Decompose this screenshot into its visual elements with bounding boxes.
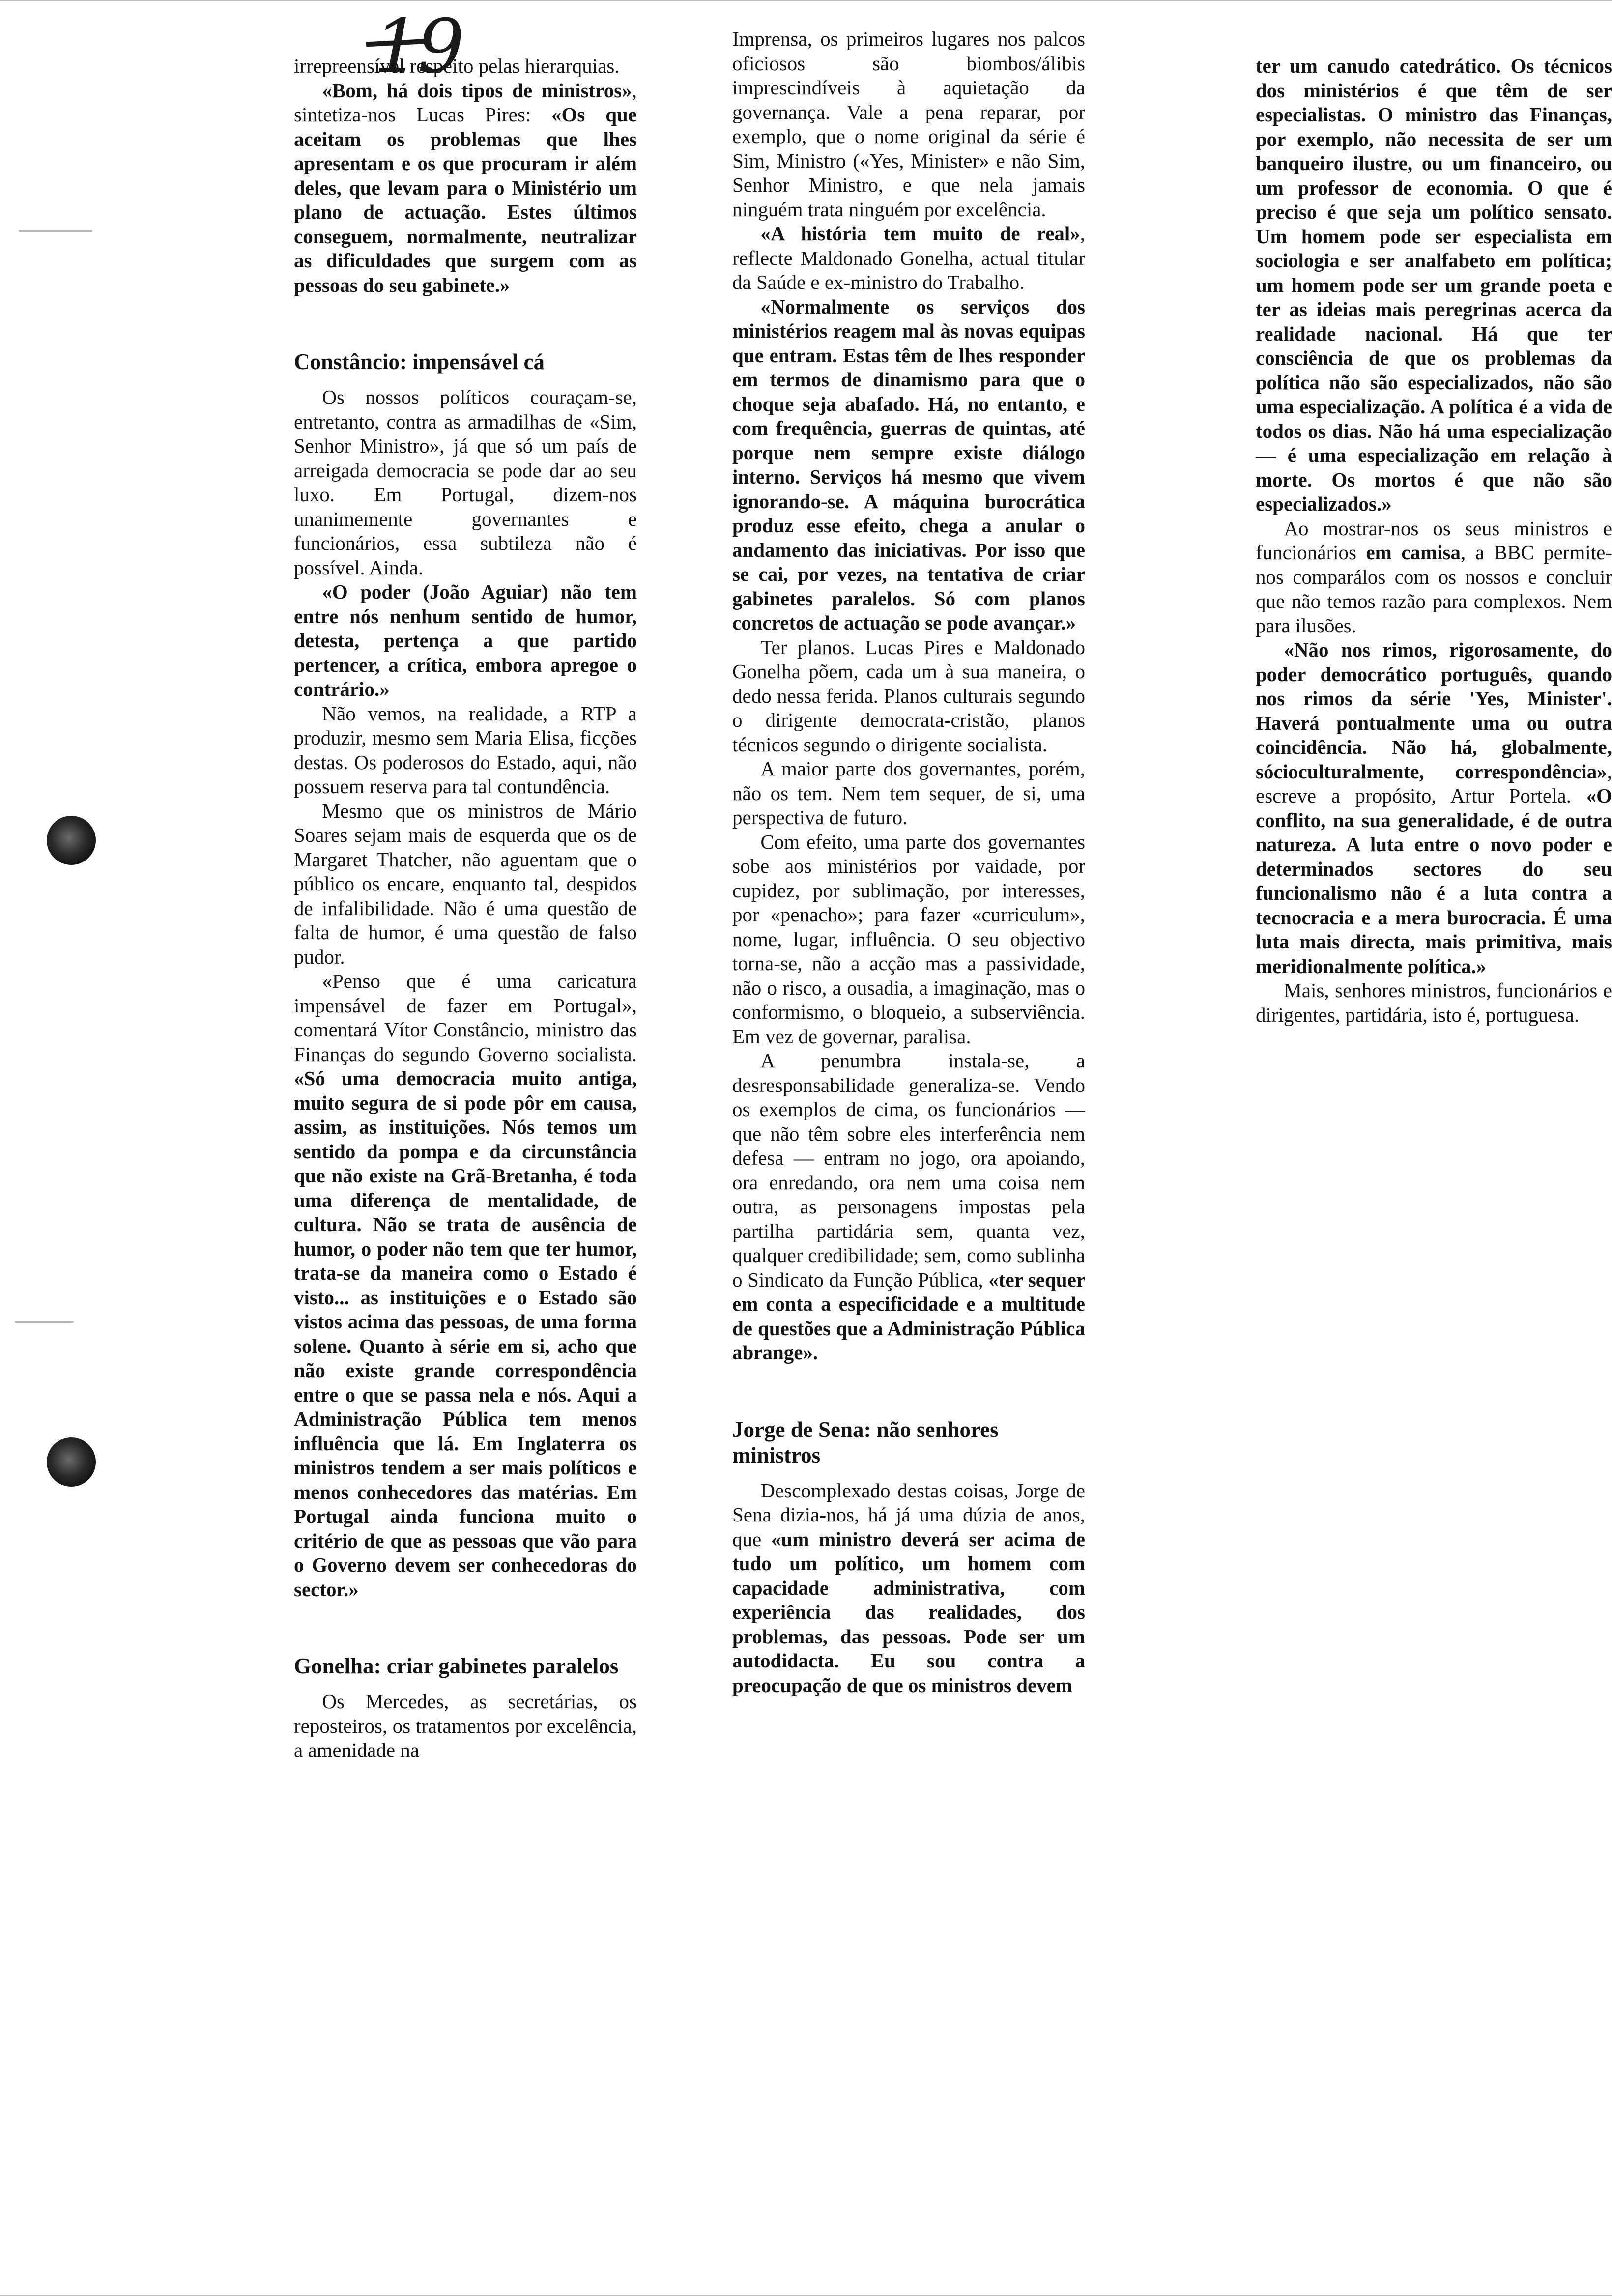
paragraph: Descomplexado destas coisas, Jorge de Sena dizia-nos, há já uma dúzia de anos, que «um ministro deverá ser acima de tudo um político, um homem com capacidade administrativa, com experiência das realidades, dos problemas, das pessoas. Pode ser um autodidacta. Eu sou contra a preocupação de que os ministros devem (732, 1479, 1085, 1696)
article-column-3 (1256, 54, 1612, 1027)
article-column-1 (294, 54, 637, 1763)
paragraph: Imprensa, os primeiros lugares nos palcos oficiosos são biombos/álibis imprescindíveis à aquietação da governança. Vale a pena reparar, por exemplo, que o nome original da série é Sim, Ministro («Yes, Minister» e não Sim, Senhor Ministro, e que nela jamais ninguém trata ninguém por excelência. (732, 28, 1085, 221)
punch-hole (47, 1437, 96, 1487)
paragraph: «Normalmente os serviços dos ministérios reagem mal às novas equipas que entram. Estas têm de lhes responder em termos de dinamismo para que o choque seja abafado. Há, no entanto, e com frequência, guerras de quintas, até porque nem sempre existe diálogo interno. Serviços há mesmo que vivem ignorando-se. A máquina burocrática produz esse efeito, chega a anular o andamento das iniciativas. Por isso que se cai, por vezes, na tentativa de criar gabinetes paralelos. Só com planos concretos de actuação se pode avançar.» (732, 295, 1085, 634)
paragraph: Ter planos. Lucas Pires e Maldonado Gonelha põem, cada um à sua maneira, o dedo nessa ferida. Planos culturais segundo o dirigente democrata-cristão, planos técnicos segundo o dirigente socialista. (732, 635, 1085, 756)
page-number: 19 (374, 4, 461, 89)
paragraph: Mais, senhores ministros, funcionários e dirigentes, partidária, isto é, portuguesa. (1256, 979, 1612, 1026)
paragraph: Não vemos, na realidade, a RTP a produzir, mesmo sem Maria Elisa, ficções destas. Os poderosos do Estado, aqui, não possuem reserva para tal contundência. (294, 702, 637, 798)
paragraph: ter um canudo catedrático. Os técnicos dos ministérios é que têm de ser especialistas. O ministro das Finanças, por exemplo, não necessita de ser um banqueiro ilustre, ou um financeiro, ou um professor de economia. O que é preciso é que seja um político sensato. Um homem pode ser especialista em sociologia e ser analfabeto em política; um homem pode ser um grande poeta e ter as ideias mais peregrinas acerca da realidade nacional. Há que ter consciência de que os problemas da política não são especializados, não são uma especialização. A política é a vida de todos os dias. Não há uma especialização — é uma especialização em relação à morte. Os mortos é que não são especializados.» (1256, 55, 1612, 515)
paragraph: Os Mercedes, as secretárias, os reposteiros, os tratamentos por excelência, a amenidade na (294, 1690, 637, 1761)
paragraph: Com efeito, uma parte dos governantes sobe aos ministérios por vaidade, por cupidez, por sublimação, por interesses, por «penacho»; para fazer «curriculum», nome, lugar, influência. O seu objectivo torna-se, não a acção mas a passividade, não o risco, a ousadia, a imaginação, mas o conformismo, o bloqueio, a subserviência. Em vez de governar, paralisa. (732, 830, 1085, 1048)
paragraph: «Bom, há dois tipos de ministros», sintetiza-nos Lucas Pires: «Os que aceitam os problemas que lhes apresentam e os que procuram ir além deles, que levam para o Ministério um plano de actuação. Estes últimos conseguem, normalmente, neutralizar as dificuldades que surgem com as pessoas do seu gabinete.» (294, 79, 637, 296)
paragraph: «Não nos rimos, rigorosamente, do poder democrático português, quando nos rimos da série 'Yes, Minister'. Haverá pontualmente uma ou outra coincidência. Não há, globalmente, sócioculturalmente, correspondência», escreve a propósito, Artur Portela. «O conflito, na sua generalidade, é de outra natureza. A luta entre o novo poder e determinados sectores do seu funcionalismo não é a luta contra a tecnocracia e a mera burocracia. É uma luta mais directa, mais primitiva, mais meridionalmente política.» (1256, 638, 1612, 977)
paragraph: A penumbra instala-se, a desresponsabilidade generaliza-se. Vendo os exemplos de cima, os funcionários — que não têm sobre eles interferência nem defesa — entram no jogo, ora apoiando, ora enredando, ora nem uma coisa nem outra, as personagens impostas pela partilha partidária sem, quanta vez, qualquer credibilidade; sem, como sublinha o Sindicato da Função Pública, «ter sequer em conta a especificidade e a multitude de questões que a Administração Pública abrange». (732, 1049, 1085, 1364)
scan-speck (19, 230, 92, 232)
paragraph: A maior parte dos governantes, porém, não os tem. Nem tem sequer, de si, uma perspectiva de futuro. (732, 757, 1085, 829)
paragraph: irrepreensível respeito pelas hierarquias. (294, 55, 620, 77)
paragraph: Mesmo que os ministros de Mário Soares sejam mais de esquerda que os de Margaret Thatcher, não aguentam que o público os encare, enquanto tal, despidos de infalibilidade. Não é uma questão de falta de humor, é uma questão de falso pudor. (294, 799, 637, 968)
paragraph: Os nossos políticos couraçam-se, entretanto, contra as armadilhas de «Sim, Senhor Ministro», já que só um país de arreigada democracia se pode dar ao seu luxo. Em Portugal, dizem-nos unanimemente governantes e funcionários, essa subtileza não é possível. Ainda. (294, 386, 637, 579)
punch-hole (47, 816, 96, 865)
paragraph: «Penso que é uma caricatura impensável de fazer em Portugal», comentará Vítor Constâncio, ministro das Finanças do segundo Governo socialista. «Só uma democracia muito antiga, muito segura de si pode pôr em causa, assim, as instituições. Nós temos um sentido da pompa e da circunstância que não existe na Grã-Bretanha, é toda uma diferença de mentalidade, de cultura. Não se trata de ausência de humor, o poder não tem que ter humor, trata-se da maneira como o Estado é visto... as instituições e o Estado são vistos acima das pessoas, de uma forma solene. Quanto à série em si, acho que não existe grande correspondência entre o que se passa nela e nós. Aqui a Administração Pública tem menos influência que lá. Em Inglaterra os ministros tendem a ser mais políticos e menos conhecedores das matérias. Em Portugal ainda funciona muito o critério de que as pessoas que vão para o Governo devem ser conhecedoras do sector.» (294, 970, 637, 1601)
paragraph: «O poder (João Aguiar) não tem entre nós nenhum sentido de humor, detesta, pertença a que partido pertencer, a crítica, embora apregoe o contrário.» (294, 580, 637, 700)
scan-speck (15, 1321, 74, 1323)
section-heading: Jorge de Sena: não senhores ministros (732, 1417, 999, 1467)
article-column-2 (732, 27, 1085, 1697)
section-heading: Gonelha: criar gabinetes paralelos (294, 1654, 619, 1678)
paragraph: «A história tem muito de real», reflecte Maldonado Gonelha, actual titular da Saúde e ex-ministro do Trabalho. (732, 222, 1085, 293)
section-heading: Constâncio: impensável cá (294, 349, 545, 374)
paragraph: Ao mostrar-nos os seus ministros e funcionários em camisa, a BBC permite-nos comparálos com os nossos e concluir que não temos razão para complexos. Nem para ilusões. (1256, 517, 1612, 637)
scan-edge (0, 0, 1612, 1)
